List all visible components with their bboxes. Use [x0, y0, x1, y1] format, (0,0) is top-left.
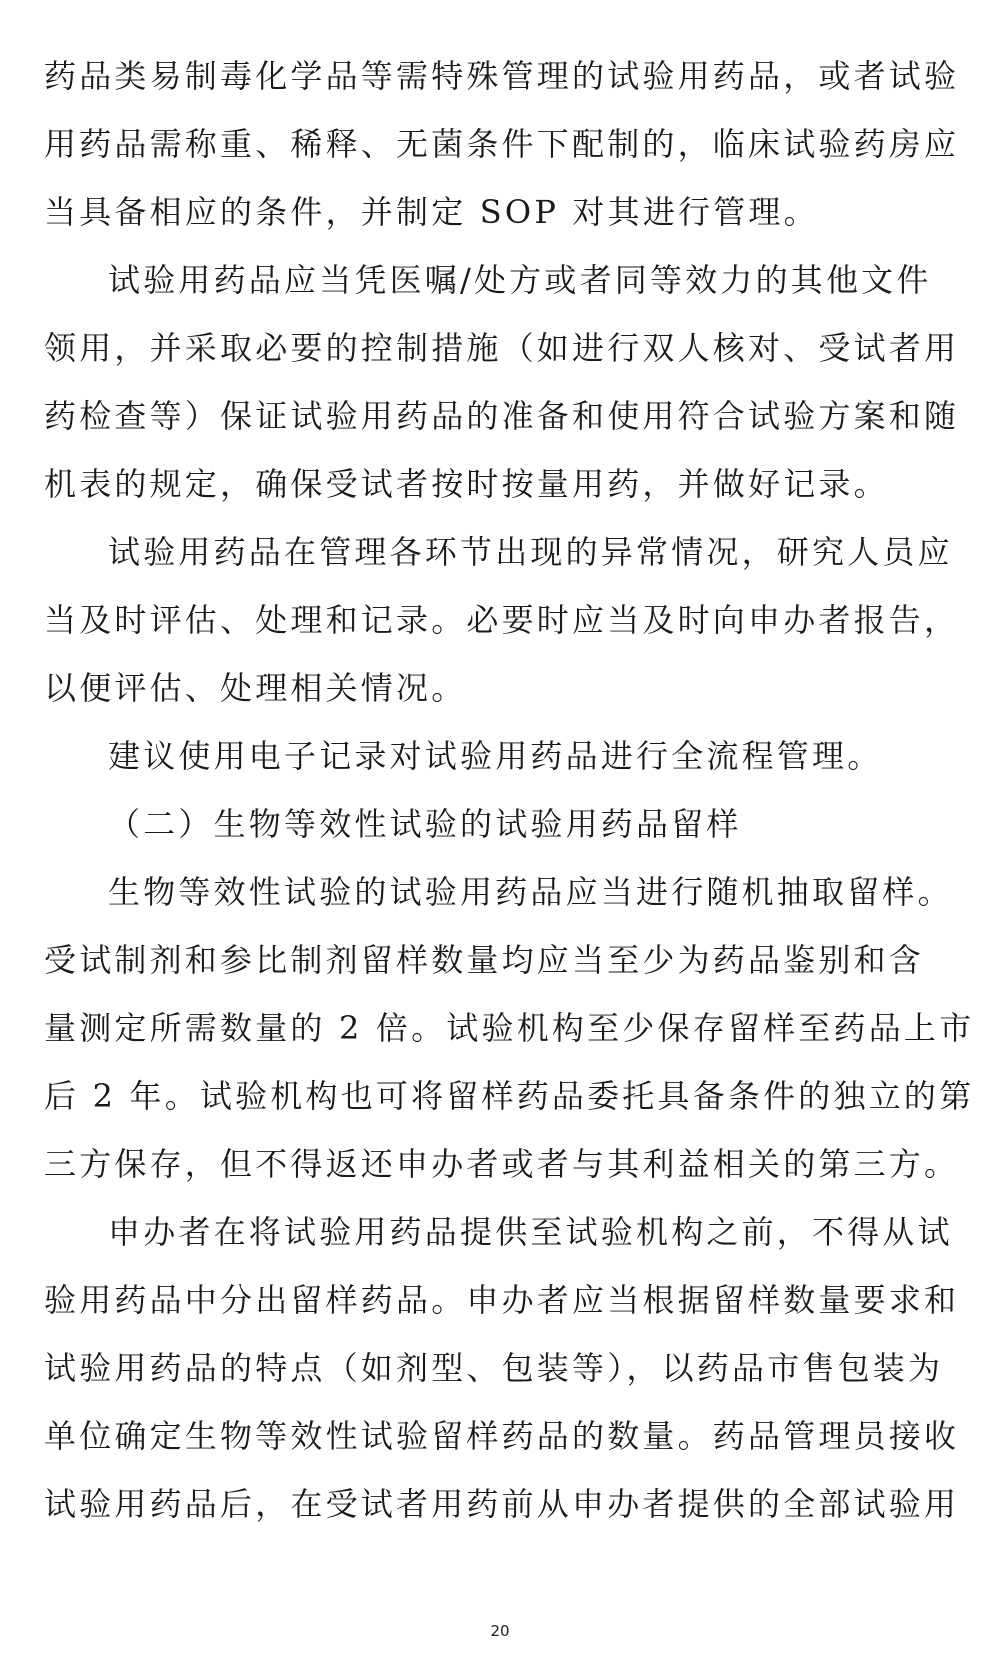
text-line: 试验用药品后，在受试者用药前从申办者提供的全部试验用 — [44, 1485, 960, 1523]
paragraph-start-line: 申办者在将试验用药品提供至试验机构之前，不得从试 — [108, 1213, 953, 1251]
text-line: 受试制剂和参比制剂留样数量均应当至少为药品鉴别和含 — [44, 941, 925, 979]
text-line: 领用，并采取必要的控制措施（如进行双人核对、受试者用 — [44, 329, 960, 367]
page-number: 20 — [490, 1622, 510, 1640]
paragraph-start-line: 试验用药品在管理各环节出现的异常情况，研究人员应 — [108, 533, 953, 571]
paragraph-start-line: 建议使用电子记录对试验用药品进行全流程管理。 — [108, 737, 883, 775]
text-line: 用药品需称重、稀释、无菌条件下配制的，临床试验药房应 — [44, 125, 960, 163]
section-heading: （二）生物等效性试验的试验用药品留样 — [108, 805, 742, 843]
text-line: 药检查等）保证试验用药品的准备和使用符合试验方案和随 — [44, 397, 960, 435]
text-line: 单位确定生物等效性试验留样药品的数量。药品管理员接收 — [44, 1417, 960, 1455]
text-line: 验用药品中分出留样药品。申办者应当根据留样数量要求和 — [44, 1281, 960, 1319]
body-text — [44, 42, 975, 1538]
paragraph-start-line: 生物等效性试验的试验用药品应当进行随机抽取留样。 — [108, 873, 953, 911]
text-line: 后 2 年。试验机构也可将留样药品委托具备条件的独立的第 — [44, 1077, 975, 1115]
text-line: 量测定所需数量的 2 倍。试验机构至少保存留样至药品上市 — [44, 1009, 975, 1047]
paragraph-start-line: 试验用药品应当凭医嘱/处方或者同等效力的其他文件 — [108, 261, 932, 299]
text-line: 试验用药品的特点（如剂型、包装等），以药品市售包装为 — [44, 1349, 944, 1387]
text-line: 机表的规定，确保受试者按时按量用药，并做好记录。 — [44, 465, 889, 503]
text-line: 药品类易制毒化学品等需特殊管理的试验用药品，或者试验 — [44, 57, 960, 95]
text-line: 以便评估、处理相关情况。 — [44, 669, 467, 707]
text-line: 当具备相应的条件，并制定 SOP 对其进行管理。 — [44, 193, 819, 231]
text-line: 三方保存，但不得返还申办者或者与其利益相关的第三方。 — [44, 1145, 960, 1183]
text-line: 当及时评估、处理和记录。必要时应当及时向申办者报告， — [44, 601, 960, 639]
